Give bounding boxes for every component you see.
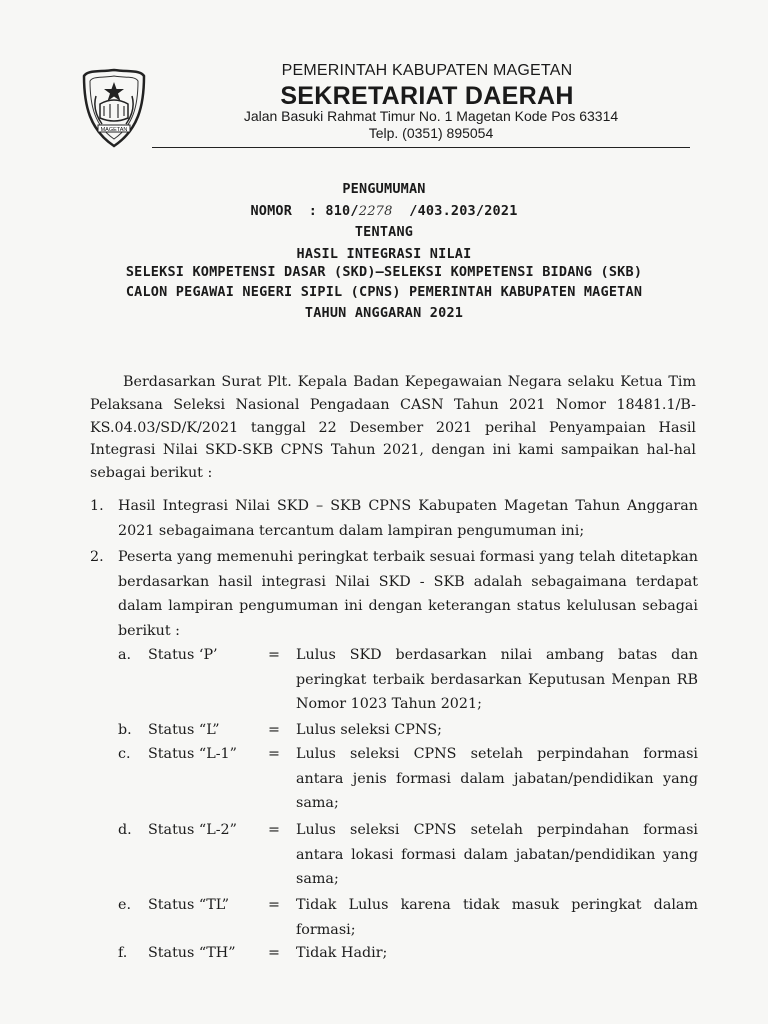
status-equals: =: [268, 722, 280, 738]
status-letter: d.: [118, 822, 132, 838]
status-label: Status “L-1”: [148, 746, 237, 762]
status-label: Status “L-2”: [148, 822, 237, 838]
list-number: 2.: [90, 549, 104, 565]
status-description: Tidak Hadir;: [296, 945, 388, 961]
list-number: 1.: [90, 498, 104, 514]
status-description: Lulus seleksi CPNS setelah perpindahan formasi antara lokasi formasi dalam jabatan/pendidikan yang sama;: [296, 822, 698, 887]
number-prefix: : 810/: [308, 203, 359, 219]
subject-line-4: TAHUN ANGGARAN 2021: [304, 305, 464, 321]
subject-line-2: SELEKSI KOMPETENSI DASAR (SKD)–SELEKSI KOMPETENSI BIDANG (SKB): [125, 264, 643, 280]
list-item: [90, 494, 698, 544]
number-suffix: /403.203/2021: [409, 203, 518, 219]
status-label: Status “L”: [148, 722, 220, 738]
announcement-heading: PENGUMUMAN: [342, 181, 426, 197]
status-letter: b.: [118, 722, 132, 738]
subject-line-3: CALON PEGAWAI NEGERI SIPIL (CPNS) PEMERINTAH KABUPATEN MAGETAN: [125, 284, 643, 300]
status-equals: =: [268, 746, 280, 762]
status-label: Status “TL”: [148, 897, 230, 913]
status-equals: =: [268, 647, 280, 663]
status-label: Status ‘P’: [148, 647, 218, 663]
logo-text: MAGETAN: [100, 127, 128, 133]
regency-coat-of-arms-icon: [78, 66, 150, 150]
status-equals: =: [268, 822, 280, 838]
status-letter: f.: [118, 945, 128, 961]
number-handwritten: 2278: [358, 204, 393, 219]
letterhead-address: Jalan Basuki Rahmat Timur No. 1 Magetan Kode Pos 63314: [243, 108, 619, 124]
status-letter: c.: [118, 746, 131, 762]
status-description: Lulus seleksi CPNS setelah perpindahan formasi antara jenis formasi dalam jabatan/pendidikan yang sama;: [296, 746, 698, 811]
status-letter: a.: [118, 647, 132, 663]
status-letter: e.: [118, 897, 132, 913]
status-label: Status “TH”: [148, 945, 236, 961]
letterhead-phone: Telp. (0351) 895054: [368, 125, 494, 141]
status-equals: =: [268, 897, 280, 913]
list-item: [90, 545, 698, 645]
intro-paragraph: Berdasarkan Surat Plt. Kepala Badan Kepegawaian Negara selaku Ketua Tim Pelaksana Seleksi Nasional Pengadaan CASN Tahun 2021 Nomor 18481.1/B-KS.04.03/SD/K/2021 tanggal 22 Desember 2021 perihal Penyampaian Hasil Integrasi Nilai SKD-SKB CPNS Tahun 2021, dengan ini kami sampaikan hal-hal sebagai berikut :: [90, 374, 696, 482]
status-description: Lulus SKD berdasarkan nilai ambang batas dan peringkat terbaik berdasarkan Keputusan Menpan RB Nomor 1023 Tahun 2021;: [296, 647, 698, 712]
status-description: Lulus seleksi CPNS;: [296, 722, 442, 738]
letterhead-office: SEKRETARIAT DAERAH: [280, 82, 574, 110]
number-label: NOMOR: [250, 203, 293, 219]
announcement-number: [0, 203, 768, 219]
status-equals: =: [268, 945, 280, 961]
about-heading: TENTANG: [354, 224, 414, 240]
letterhead-government: PEMERINTAH KABUPATEN MAGETAN: [281, 62, 573, 79]
list-text: Peserta yang memenuhi peringkat terbaik sesuai formasi yang telah ditetapkan berdasarkan hasil integrasi Nilai SKD - SKB adalah sebagaimana terdapat dalam lampiran pengumuman ini dengan keterangan status kelulusan sebagai berikut :: [118, 549, 698, 639]
status-description: Tidak Lulus karena tidak masuk peringkat dalam formasi;: [296, 897, 698, 938]
subject-line-1: HASIL INTEGRASI NILAI: [296, 246, 472, 262]
list-text: Hasil Integrasi Nilai SKD – SKB CPNS Kabupaten Magetan Tahun Anggaran 2021 sebagaimana tercantum dalam lampiran pengumuman ini;: [118, 498, 698, 539]
letterhead-divider: [152, 147, 690, 148]
